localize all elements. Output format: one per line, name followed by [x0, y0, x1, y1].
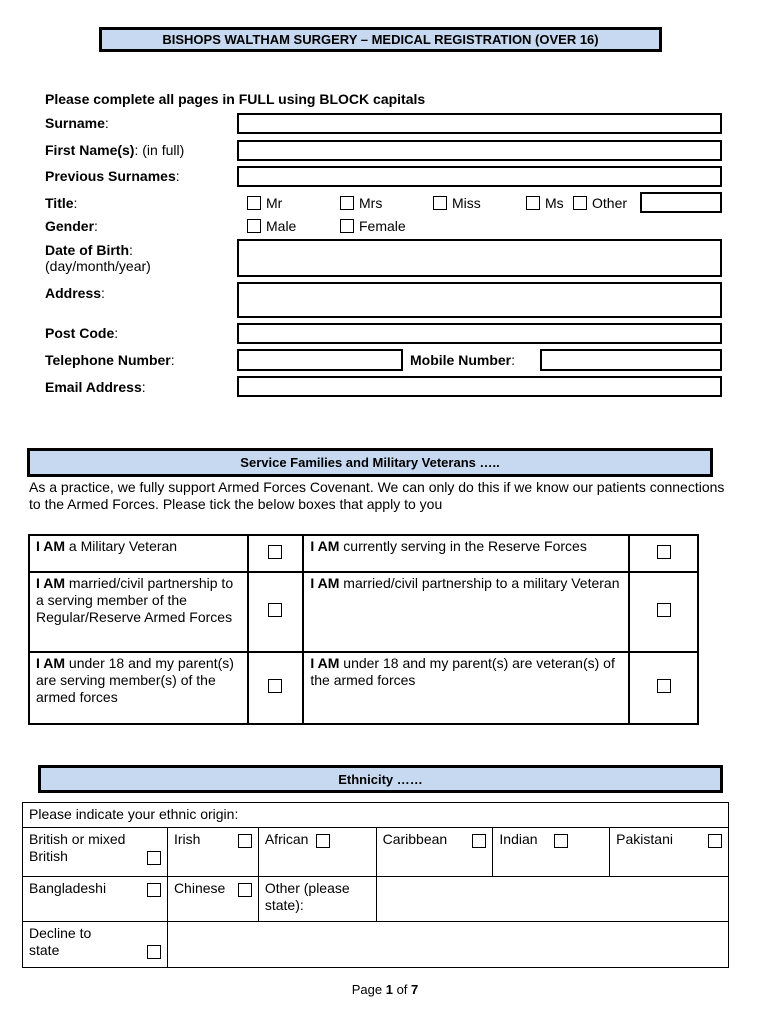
postcode-field[interactable] [237, 323, 722, 344]
previous-surnames-field[interactable] [237, 166, 722, 187]
gender-option-female[interactable]: Female [340, 218, 406, 234]
table-row [29, 652, 698, 724]
mrs-checkbox[interactable] [340, 196, 354, 210]
ethnicity-irish-cell: Irish [167, 828, 258, 877]
table-row [23, 828, 729, 877]
british-checkbox[interactable] [147, 851, 161, 865]
ethnicity-pakistani-cell: Pakistani [610, 828, 729, 877]
reserve-checkbox[interactable] [657, 545, 671, 559]
ethnicity-chinese-cell: Chinese [167, 877, 258, 922]
spouse-veteran-checkbox-cell [629, 572, 698, 652]
military-option-reserve-label: I AM currently serving in the Reserve Forces [303, 535, 629, 572]
irish-checkbox[interactable] [238, 834, 252, 848]
page-number: Page 1 of 7 [351, 982, 419, 997]
ethnicity-other-label: Other (please state): [258, 877, 376, 922]
military-option-spouse-veteran-label: I AM married/civil partnership to a military Veteran [303, 572, 629, 652]
child-serving-checkbox[interactable] [268, 679, 282, 693]
address-field[interactable] [237, 282, 722, 318]
decline-checkbox[interactable] [147, 945, 161, 959]
spouse-serving-checkbox-cell [248, 572, 304, 652]
ethnicity-prompt: Please indicate your ethnic origin: [23, 803, 729, 828]
form-title: BISHOPS WALTHAM SURGERY – MEDICAL REGISTRATION (OVER 16) [162, 32, 599, 47]
ethnicity-bangladeshi-cell: Bangladeshi [23, 877, 168, 922]
title-option-other[interactable]: Other [573, 195, 627, 211]
caribbean-checkbox[interactable] [472, 834, 486, 848]
military-intro: As a practice, we fully support Armed Forces Covenant. We can only do this if we know our patients connections to the Armed Forces. Please tick the below boxes that apply to you [29, 479, 725, 512]
ethnicity-african-cell: African [258, 828, 376, 877]
military-option-child-veteran-label: I AM under 18 and my parent(s) are veteran(s) of the armed forces [303, 652, 629, 724]
gender-option-male[interactable]: Male [247, 218, 296, 234]
title-option-ms[interactable]: Ms [526, 195, 564, 211]
surname-label: Surname: [45, 115, 109, 131]
mr-checkbox[interactable] [247, 196, 261, 210]
ethnicity-indian-cell: Indian [493, 828, 610, 877]
ethnicity-empty-cell [167, 922, 728, 968]
pakistani-checkbox[interactable] [708, 834, 722, 848]
table-row [23, 877, 729, 922]
female-checkbox[interactable] [340, 219, 354, 233]
previous-surnames-label: Previous Surnames: [45, 168, 180, 184]
surname-field[interactable] [237, 113, 722, 134]
title-option-mr[interactable]: Mr [247, 195, 282, 211]
telephone-label: Telephone Number: [45, 352, 175, 368]
ethnicity-heading: Ethnicity …… [338, 772, 423, 787]
first-names-label: First Name(s): (in full) [45, 142, 185, 158]
male-checkbox[interactable] [247, 219, 261, 233]
military-option-veteran-label: I AM a Military Veteran [29, 535, 248, 572]
table-row [29, 572, 698, 652]
veteran-checkbox[interactable] [268, 545, 282, 559]
telephone-field[interactable] [237, 349, 403, 371]
ethnicity-section-header [38, 765, 723, 793]
address-label: Address: [45, 285, 105, 301]
ethnicity-table [22, 802, 729, 968]
miss-checkbox[interactable] [433, 196, 447, 210]
title-option-miss[interactable]: Miss [433, 195, 481, 211]
ethnicity-decline-cell: Decline to state [23, 922, 168, 968]
military-option-child-serving-label: I AM under 18 and my parent(s) are serving member(s) of the armed forces [29, 652, 248, 724]
military-section-header [27, 448, 713, 477]
african-checkbox[interactable] [316, 834, 330, 848]
ethnicity-british-cell: British or mixed British [23, 828, 168, 877]
dob-label: Date of Birth: (day/month/year) [45, 242, 151, 274]
mobile-label: Mobile Number: [410, 352, 516, 368]
indian-checkbox[interactable] [554, 834, 568, 848]
military-option-spouse-serving-label: I AM married/civil partnership to a serving member of the Regular/Reserve Armed Forces [29, 572, 248, 652]
title-label: Title: [45, 195, 78, 211]
bangladeshi-checkbox[interactable] [147, 883, 161, 897]
title-option-mrs[interactable]: Mrs [340, 195, 382, 211]
ms-checkbox[interactable] [526, 196, 540, 210]
table-row [29, 535, 698, 572]
table-row [23, 922, 729, 968]
spouse-serving-checkbox[interactable] [268, 603, 282, 617]
chinese-checkbox[interactable] [238, 883, 252, 897]
other-title-field[interactable] [640, 192, 722, 213]
mobile-field[interactable] [540, 349, 722, 371]
dob-field[interactable] [237, 239, 722, 277]
child-veteran-checkbox[interactable] [657, 679, 671, 693]
child-veteran-checkbox-cell [629, 652, 698, 724]
military-heading: Service Families and Military Veterans ….. [240, 455, 500, 470]
veteran-checkbox-cell [248, 535, 304, 572]
reserve-checkbox-cell [629, 535, 698, 572]
gender-label: Gender: [45, 218, 98, 234]
instructions: Please complete all pages in FULL using BLOCK capitals [45, 91, 426, 107]
child-serving-checkbox-cell [248, 652, 304, 724]
military-table [28, 534, 699, 725]
first-names-field[interactable] [237, 140, 722, 161]
postcode-label: Post Code: [45, 325, 119, 341]
email-label: Email Address: [45, 379, 146, 395]
table-row [23, 803, 729, 828]
email-field[interactable] [237, 376, 722, 397]
spouse-veteran-checkbox[interactable] [657, 603, 671, 617]
other-title-checkbox[interactable] [573, 196, 587, 210]
form-title-bar [99, 27, 662, 52]
ethnicity-caribbean-cell: Caribbean [376, 828, 493, 877]
ethnicity-other-field[interactable] [376, 877, 728, 922]
